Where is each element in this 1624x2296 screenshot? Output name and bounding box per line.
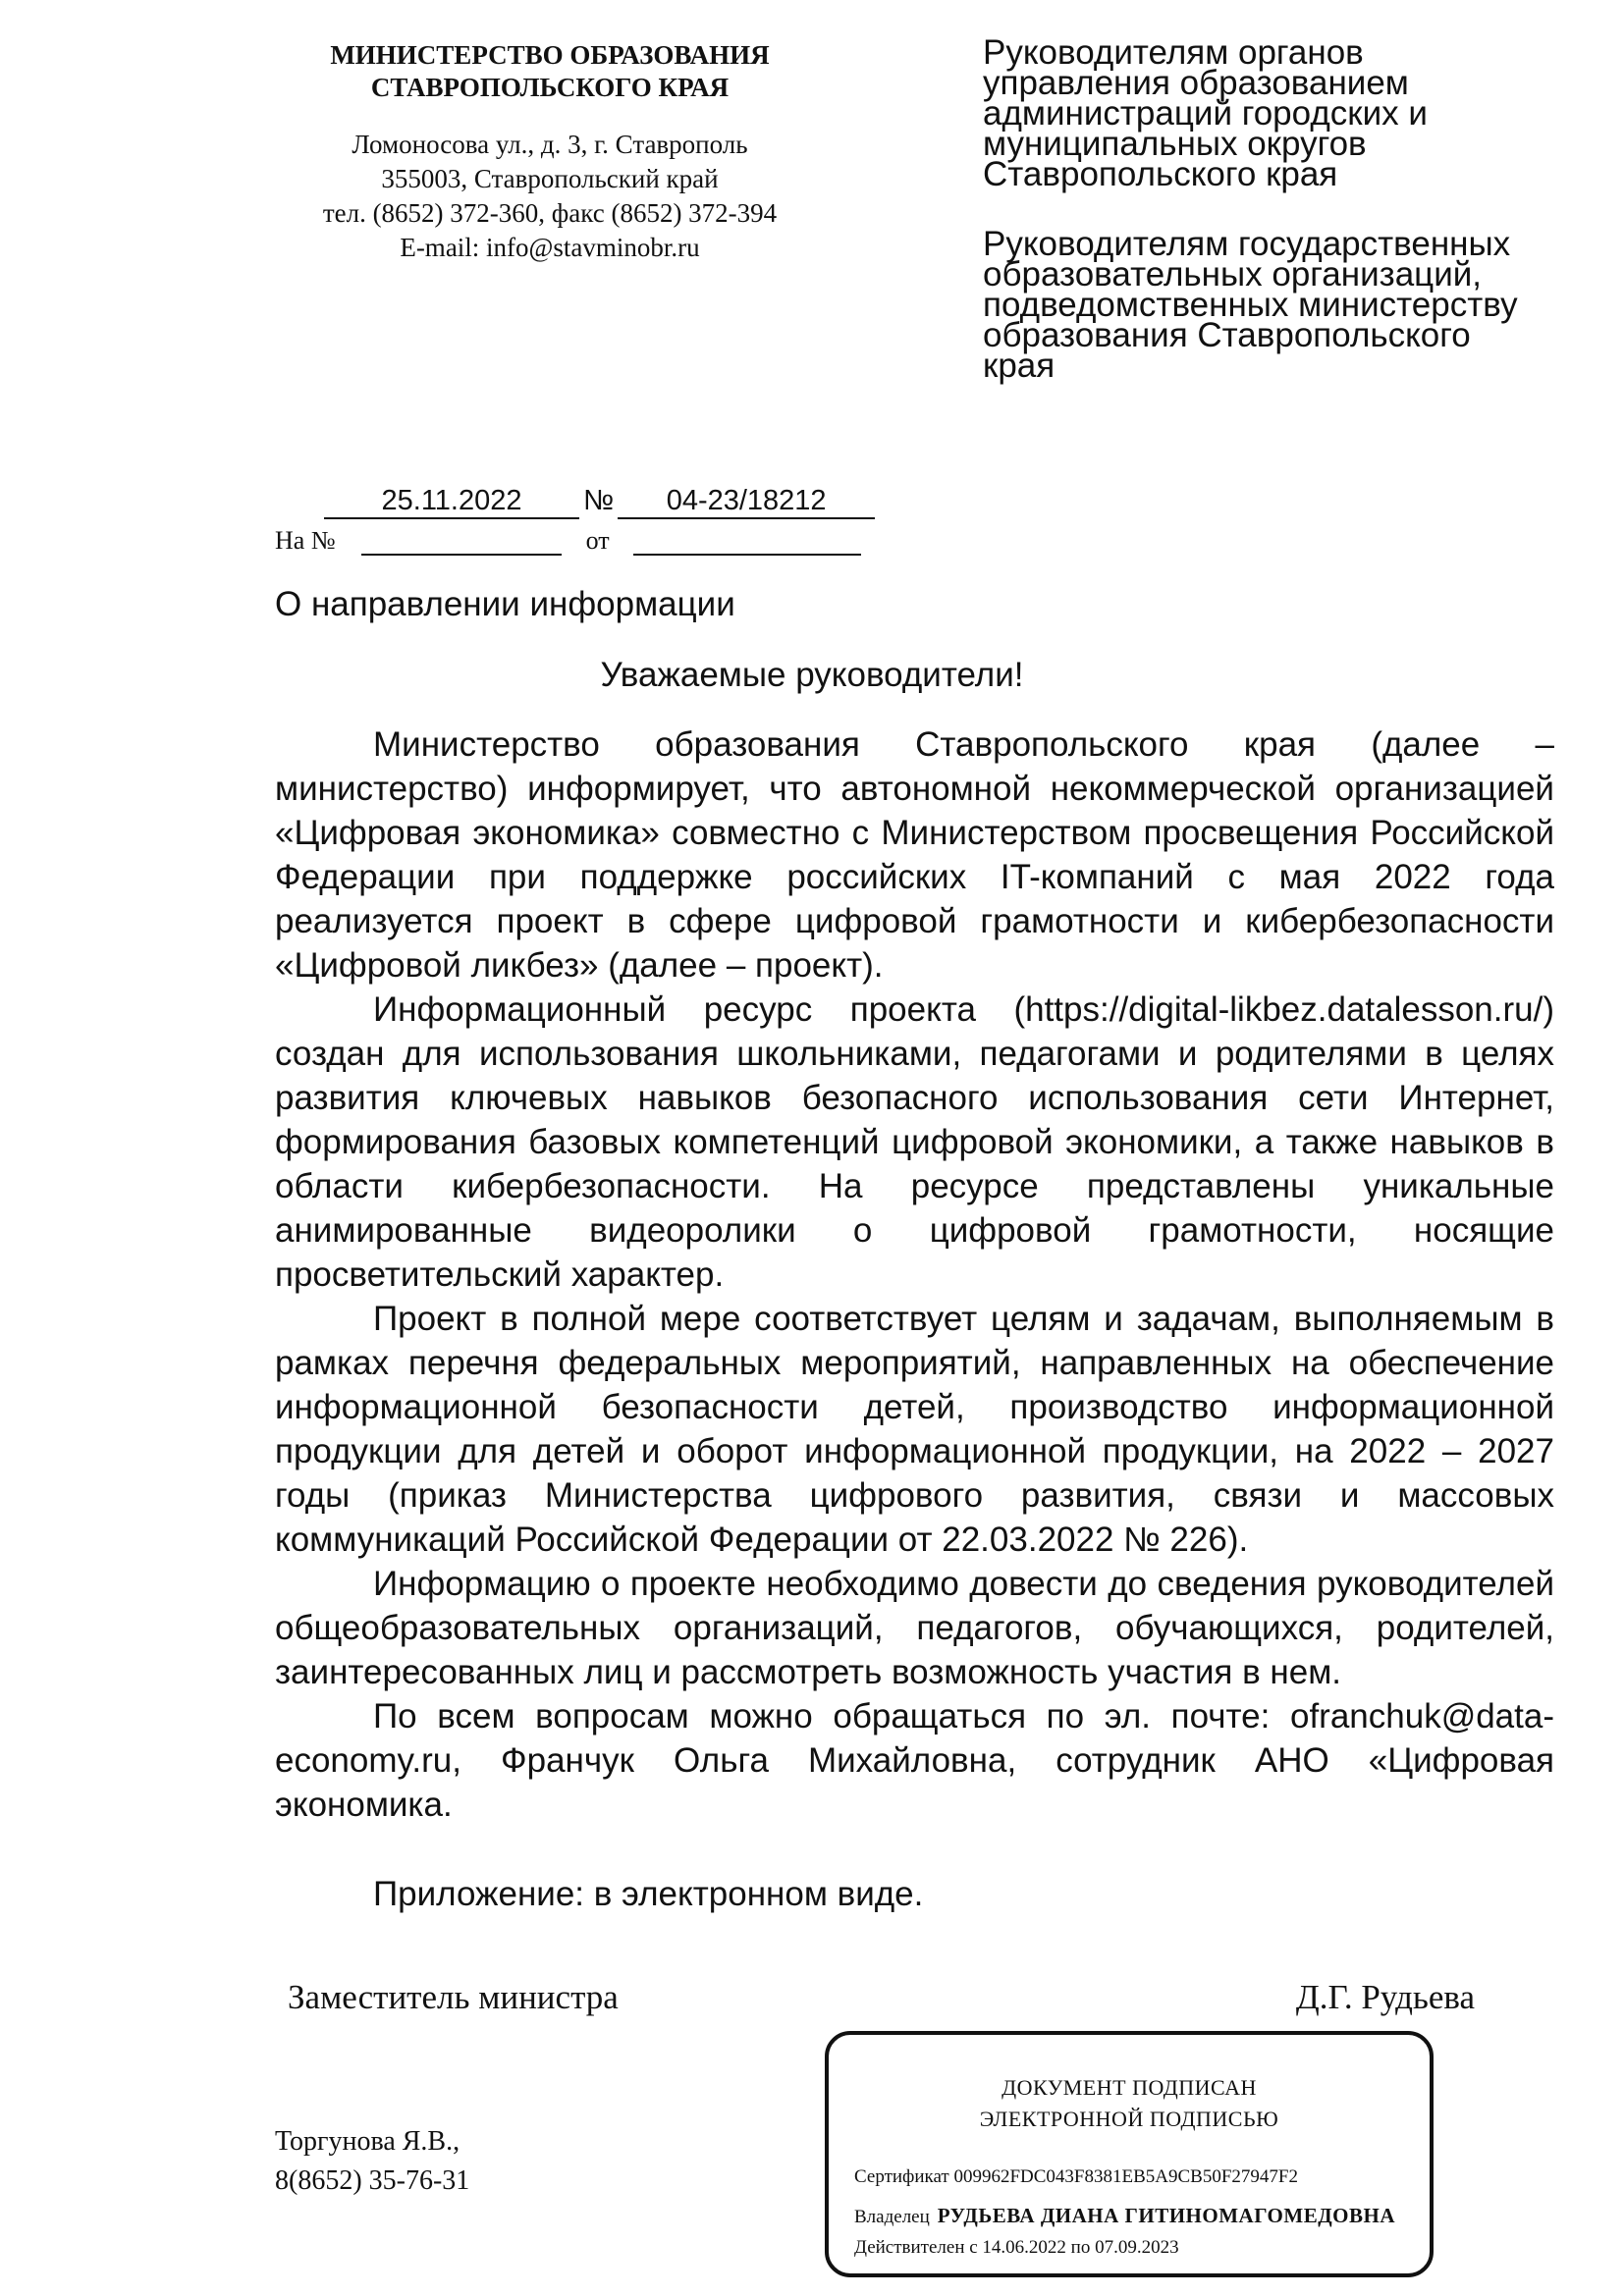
- sender-address: [265, 128, 835, 265]
- letter-subject: О направлении информации: [275, 585, 735, 623]
- paragraph: Информационный ресурс проекта (https://digital-likbez.datalesson.ru/) создан для использования школьниками, педагогами и родителями в целях развития ключевых навыков безопасного использования сети Интернет, формирования базовых компетенций цифровой экономики, а также навыков в области кибербезопасности. На ресурсе представлены уникальные анимированные видеоролики о цифровой грамотности, носящие просветительский характер.: [275, 990, 1554, 1294]
- paragraph: Министерство образования Ставропольского края (далее – министерство) информирует, что автономной некоммерческой организацией «Цифровая экономика» совместно с Министерством просвещения Российской Федерации при поддержке российских IT-компаний с мая 2022 года реализуется проект в сфере цифровой грамотности и кибербезопасности «Цифровой ликбез» (далее – проект).: [275, 725, 1554, 985]
- phone-fax-line: тел. (8652) 372-360, факс (8652) 372-394: [322, 198, 778, 228]
- ministry-name-line-1: МИНИСТЕРСТВО ОБРАЗОВАНИЯ: [330, 40, 770, 70]
- recipient-2: Руководителям государственных образовательных организаций, подведомственных министерству образования Ставропольского края: [983, 225, 1518, 385]
- ministry-name-line-2: СТАВРОПОЛЬСКОГО КРАЯ: [370, 73, 730, 102]
- recipient-1: Руководителям органов управления образованием администраций городских и муниципальных округов Ставропольского края: [983, 33, 1428, 193]
- from-label: от: [585, 526, 610, 555]
- email-line: E-mail: info@stavminobr.ru: [400, 233, 700, 262]
- sender-block: [265, 39, 835, 265]
- recipient-block: [983, 33, 1572, 385]
- executor-name: Торгунова Я.В.,: [275, 2126, 460, 2157]
- stamp-header: [829, 2072, 1430, 2135]
- reference-line: [275, 526, 861, 556]
- executor-block: [275, 2122, 469, 2201]
- owner-label: Владелец: [854, 2207, 930, 2227]
- stamp-line-1: ДОКУМЕНТ ПОДПИСАН: [1001, 2075, 1257, 2100]
- certificate-line: Сертификат 009962FDC043F8381EB5A9CB50F27947F2: [854, 2166, 1298, 2187]
- reference-number: [361, 528, 562, 556]
- address-line: Ломоносова ул., д. 3, г. Ставрополь: [352, 130, 748, 159]
- registration-line: [324, 485, 875, 519]
- owner-line: [854, 2204, 1395, 2228]
- paragraph: По всем вопросам можно обращаться по эл. почте: ofranchuk@data-economy.ru, Франчук Ольга Михайловна, сотрудник АНО «Цифровая экономика.: [275, 1697, 1554, 1824]
- reference-date: [633, 528, 861, 556]
- signer-name: Д.Г. Рудьева: [1295, 1978, 1475, 2016]
- outgoing-number: 04-23/18212: [618, 485, 875, 519]
- address-line: 355003, Ставропольский край: [381, 164, 719, 193]
- executor-phone: 8(8652) 35-76-31: [275, 2165, 470, 2196]
- outgoing-date: 25.11.2022: [324, 485, 579, 519]
- greeting: Уважаемые руководители!: [600, 656, 1024, 694]
- stamp-line-2: ЭЛЕКТРОННОЙ ПОДПИСЬЮ: [979, 2107, 1279, 2131]
- reference-label: На №: [275, 526, 336, 555]
- paragraph: Информацию о проекте необходимо довести до сведения руководителей общеобразовательных организаций, педагогов, обучающихся, родителей, заинтересованных лиц и рассмотреть возможность участия в нем.: [275, 1565, 1554, 1691]
- signer-title: Заместитель министра: [288, 1978, 619, 2016]
- number-label: №: [583, 485, 615, 516]
- e-signature-stamp: [825, 2031, 1434, 2277]
- owner-name: РУДЬЕВА ДИАНА ГИТИНОМАГОМЕДОВНА: [937, 2204, 1395, 2227]
- attachment-note: Приложение: в электронном виде.: [373, 1875, 924, 1913]
- paragraph: Проект в полной мере соответствует целям и задачам, выполняемым в рамках перечня федеральных мероприятий, направленных на обеспечение информационной безопасности детей, производство информационной продукции для детей и оборот информационной продукции, на 2022 – 2027 годы (приказ Министерства цифрового развития, связи и массовых коммуникаций Российской Федерации от 22.03.2022 № 226).: [275, 1300, 1554, 1559]
- letter-body: [275, 722, 1554, 1827]
- validity-line: Действителен с 14.06.2022 по 07.09.2023: [854, 2237, 1179, 2258]
